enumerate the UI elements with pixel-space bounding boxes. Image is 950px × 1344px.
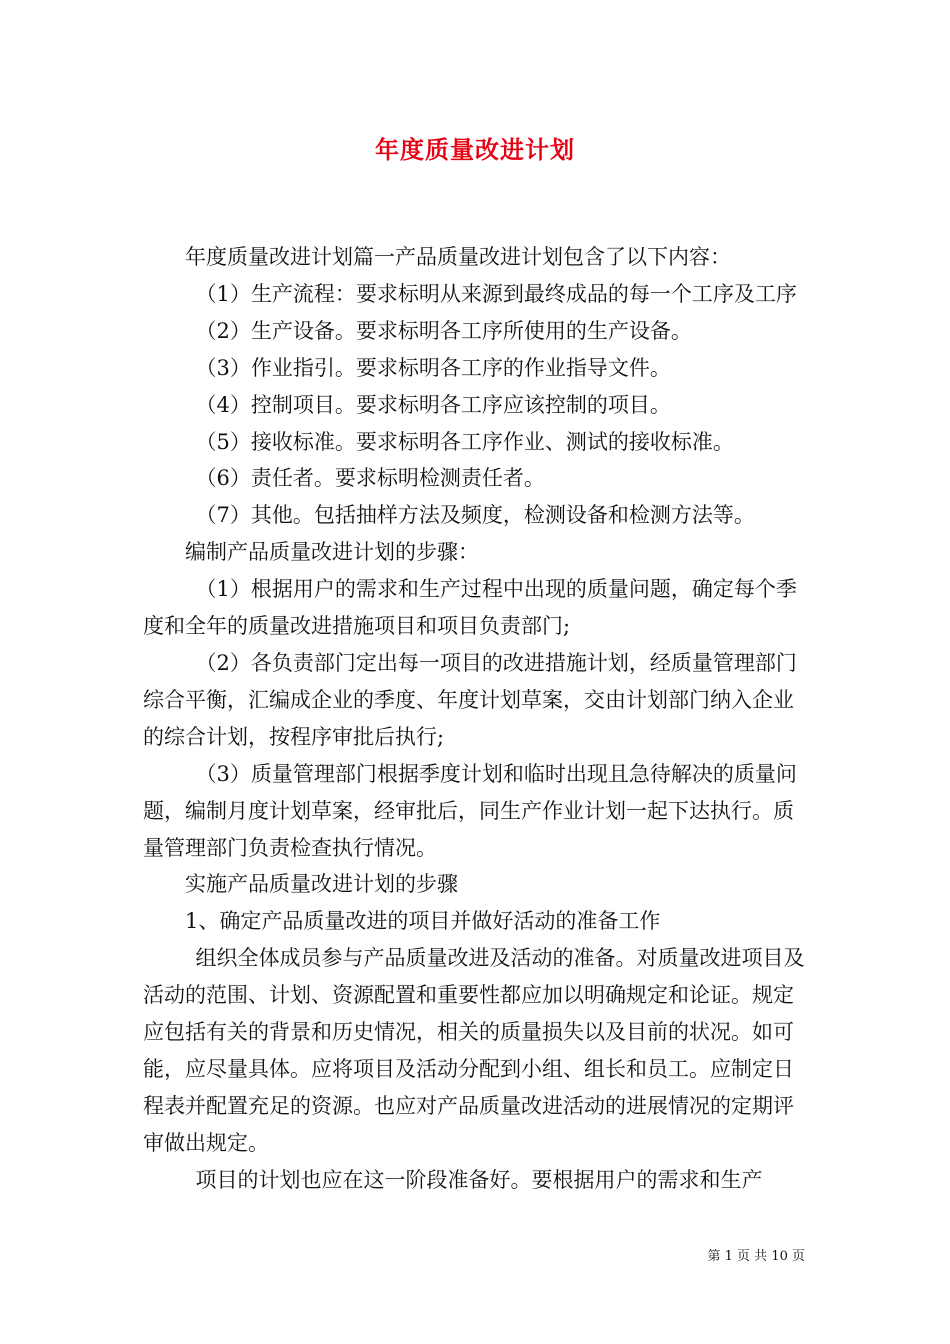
paragraph: （6）责任者。要求标明检测责任者。	[195, 466, 545, 491]
paragraph: 编制产品质量改进计划的步骤：	[185, 540, 479, 565]
paragraph: 实施产品质量改进计划的步骤	[185, 872, 458, 897]
document-body	[143, 239, 810, 1199]
document-title: 年度质量改进计划	[375, 135, 575, 164]
paragraph: （1）根据用户的需求和生产过程中出现的质量问题，确定每个季度和全年的质量改进措施项目和项目负责部门;	[143, 577, 797, 639]
paragraph: 1、确定产品质量改进的项目并做好活动的准备工作	[185, 909, 661, 934]
paragraph: （2）生产设备。要求标明各工序所使用的生产设备。	[195, 318, 692, 343]
paragraph: （2）各负责部门定出每一项目的改进措施计划，经质量管理部门综合平衡，汇编成企业的季度、年度计划草案，交由计划部门纳入企业的综合计划，按程序审批后执行;	[143, 650, 797, 749]
paragraph: （4）控制项目。要求标明各工序应该控制的项目。	[195, 392, 671, 417]
paragraph: （1）生产流程：要求标明从来源到最终成品的每一个工序及工序	[195, 281, 797, 306]
paragraph: （3）质量管理部门根据季度计划和临时出现且急待解决的质量问题，编制月度计划草案，经审批后，同生产作业计划一起下达执行。质量管理部门负责检查执行情况。	[143, 761, 797, 860]
paragraph: 年度质量改进计划篇一产品质量改进计划包含了以下内容：	[185, 245, 731, 269]
paragraph: 项目的计划也应在这一阶段准备好。要根据用户的需求和生产	[195, 1167, 763, 1192]
paragraph: 组织全体成员参与产品质量改进及活动的准备。对质量改进项目及活动的范围、计划、资源配置和重要性都应加以明确规定和论证。规定应包括有关的背景和历史情况，相关的质量损失以及目前的状况。如可能，应尽量具体。应将项目及活动分配到小组、组长和员工。应制定日程表并配置充足的资源。也应对产品质量改进活动的进展情况的定期评审做出规定。	[143, 946, 805, 1155]
paragraph: （7）其他。包括抽样方法及频度，检测设备和检测方法等。	[195, 503, 755, 528]
paragraph: （5）接收标准。要求标明各工序作业、测试的接收标准。	[195, 429, 734, 454]
paragraph: （3）作业指引。要求标明各工序的作业指导文件。	[195, 355, 671, 380]
page-number-footer: 第 1 页 共 10 页	[707, 1249, 805, 1264]
